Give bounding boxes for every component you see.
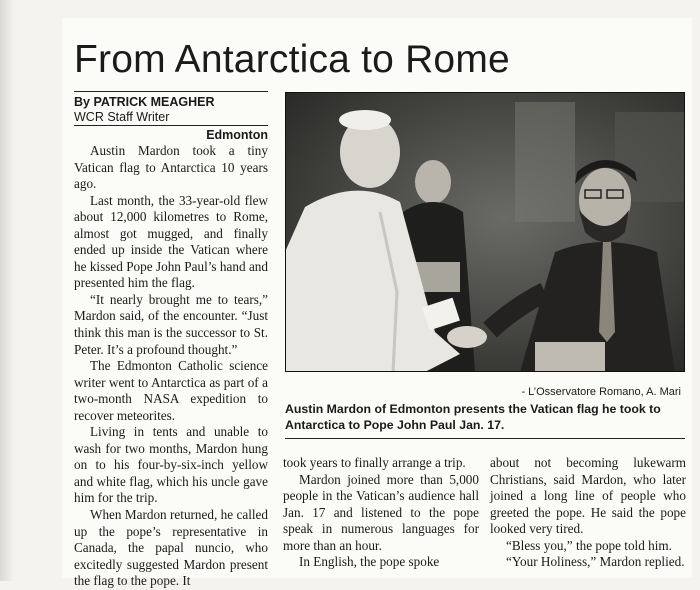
byline-bottom-rule (74, 125, 268, 126)
paragraph: Mardon joined more than 5,000 people in the Vatican’s audience hall Jan. 17 and listened to the pope speak in numerous languages for more than an hour. (283, 471, 479, 553)
photo-credit: - L’Osservatore Romano, A. Mari (521, 386, 681, 398)
paragraph: “Bless you,” the pope told him. (506, 537, 672, 553)
headline: From Antarctica to Rome (74, 38, 510, 81)
photo-caption: Austin Mardon of Edmonton presents the Vatican flag he took to Antarctica to Pope John Paul Jan. 17. (285, 402, 661, 432)
paragraph: In English, the pope spoke (299, 554, 440, 570)
byline-role: WCR Staff Writer (74, 110, 170, 124)
article-column-2 (283, 455, 479, 571)
paragraph: The Edmonton Catholic science writer went to Antarctica as part of a two-month NASA expedition to recover meteorites. (74, 358, 268, 423)
byline: By PATRICK MEAGHER (74, 95, 215, 109)
paragraph: “It nearly brought me to tears,” Mardon said, of the encounter. “Just think this man is the successor to St. Peter. It’s a profound thought.” (74, 291, 268, 357)
paragraph: Austin Mardon took a tiny Vatican flag to Antarctica 10 years ago. (74, 143, 268, 192)
paragraph: took years to finally arrange a trip. (283, 455, 466, 470)
article-column-3 (490, 455, 686, 571)
paragraph: about not becoming lukewarm Christians, said Mardon, who later joined a long line of people who greeted the pope. He said the pope looked very tired. (490, 455, 686, 537)
photo-illustration (285, 92, 685, 372)
article-column-1 (74, 143, 268, 590)
dateline: Edmonton (206, 128, 268, 142)
paragraph: “Your Holiness,” Mardon replied. (506, 554, 685, 570)
paragraph: Living in tents and unable to wash for two months, Mardon hung on to his four-by-six-inch yellow and white flag, which his uncle gave him for the trip. (74, 424, 268, 506)
paragraph: Last month, the 33-year-old flew about 12,000 kilometres to Rome, almost got mugged, and finally ended up inside the Vatican where he kissed Pope John Paul’s hand and presented him the flag. (74, 192, 268, 291)
byline-block (74, 95, 274, 125)
news-photo (285, 92, 685, 372)
byline-top-rule (74, 91, 268, 92)
caption-rule (285, 438, 685, 439)
scan-edge (0, 0, 14, 581)
paragraph: When Mardon returned, he called up the pope’s representative in Canada, the papal nuncio, who excitedly suggested Mardon present the flag to the pope. It (74, 507, 268, 589)
